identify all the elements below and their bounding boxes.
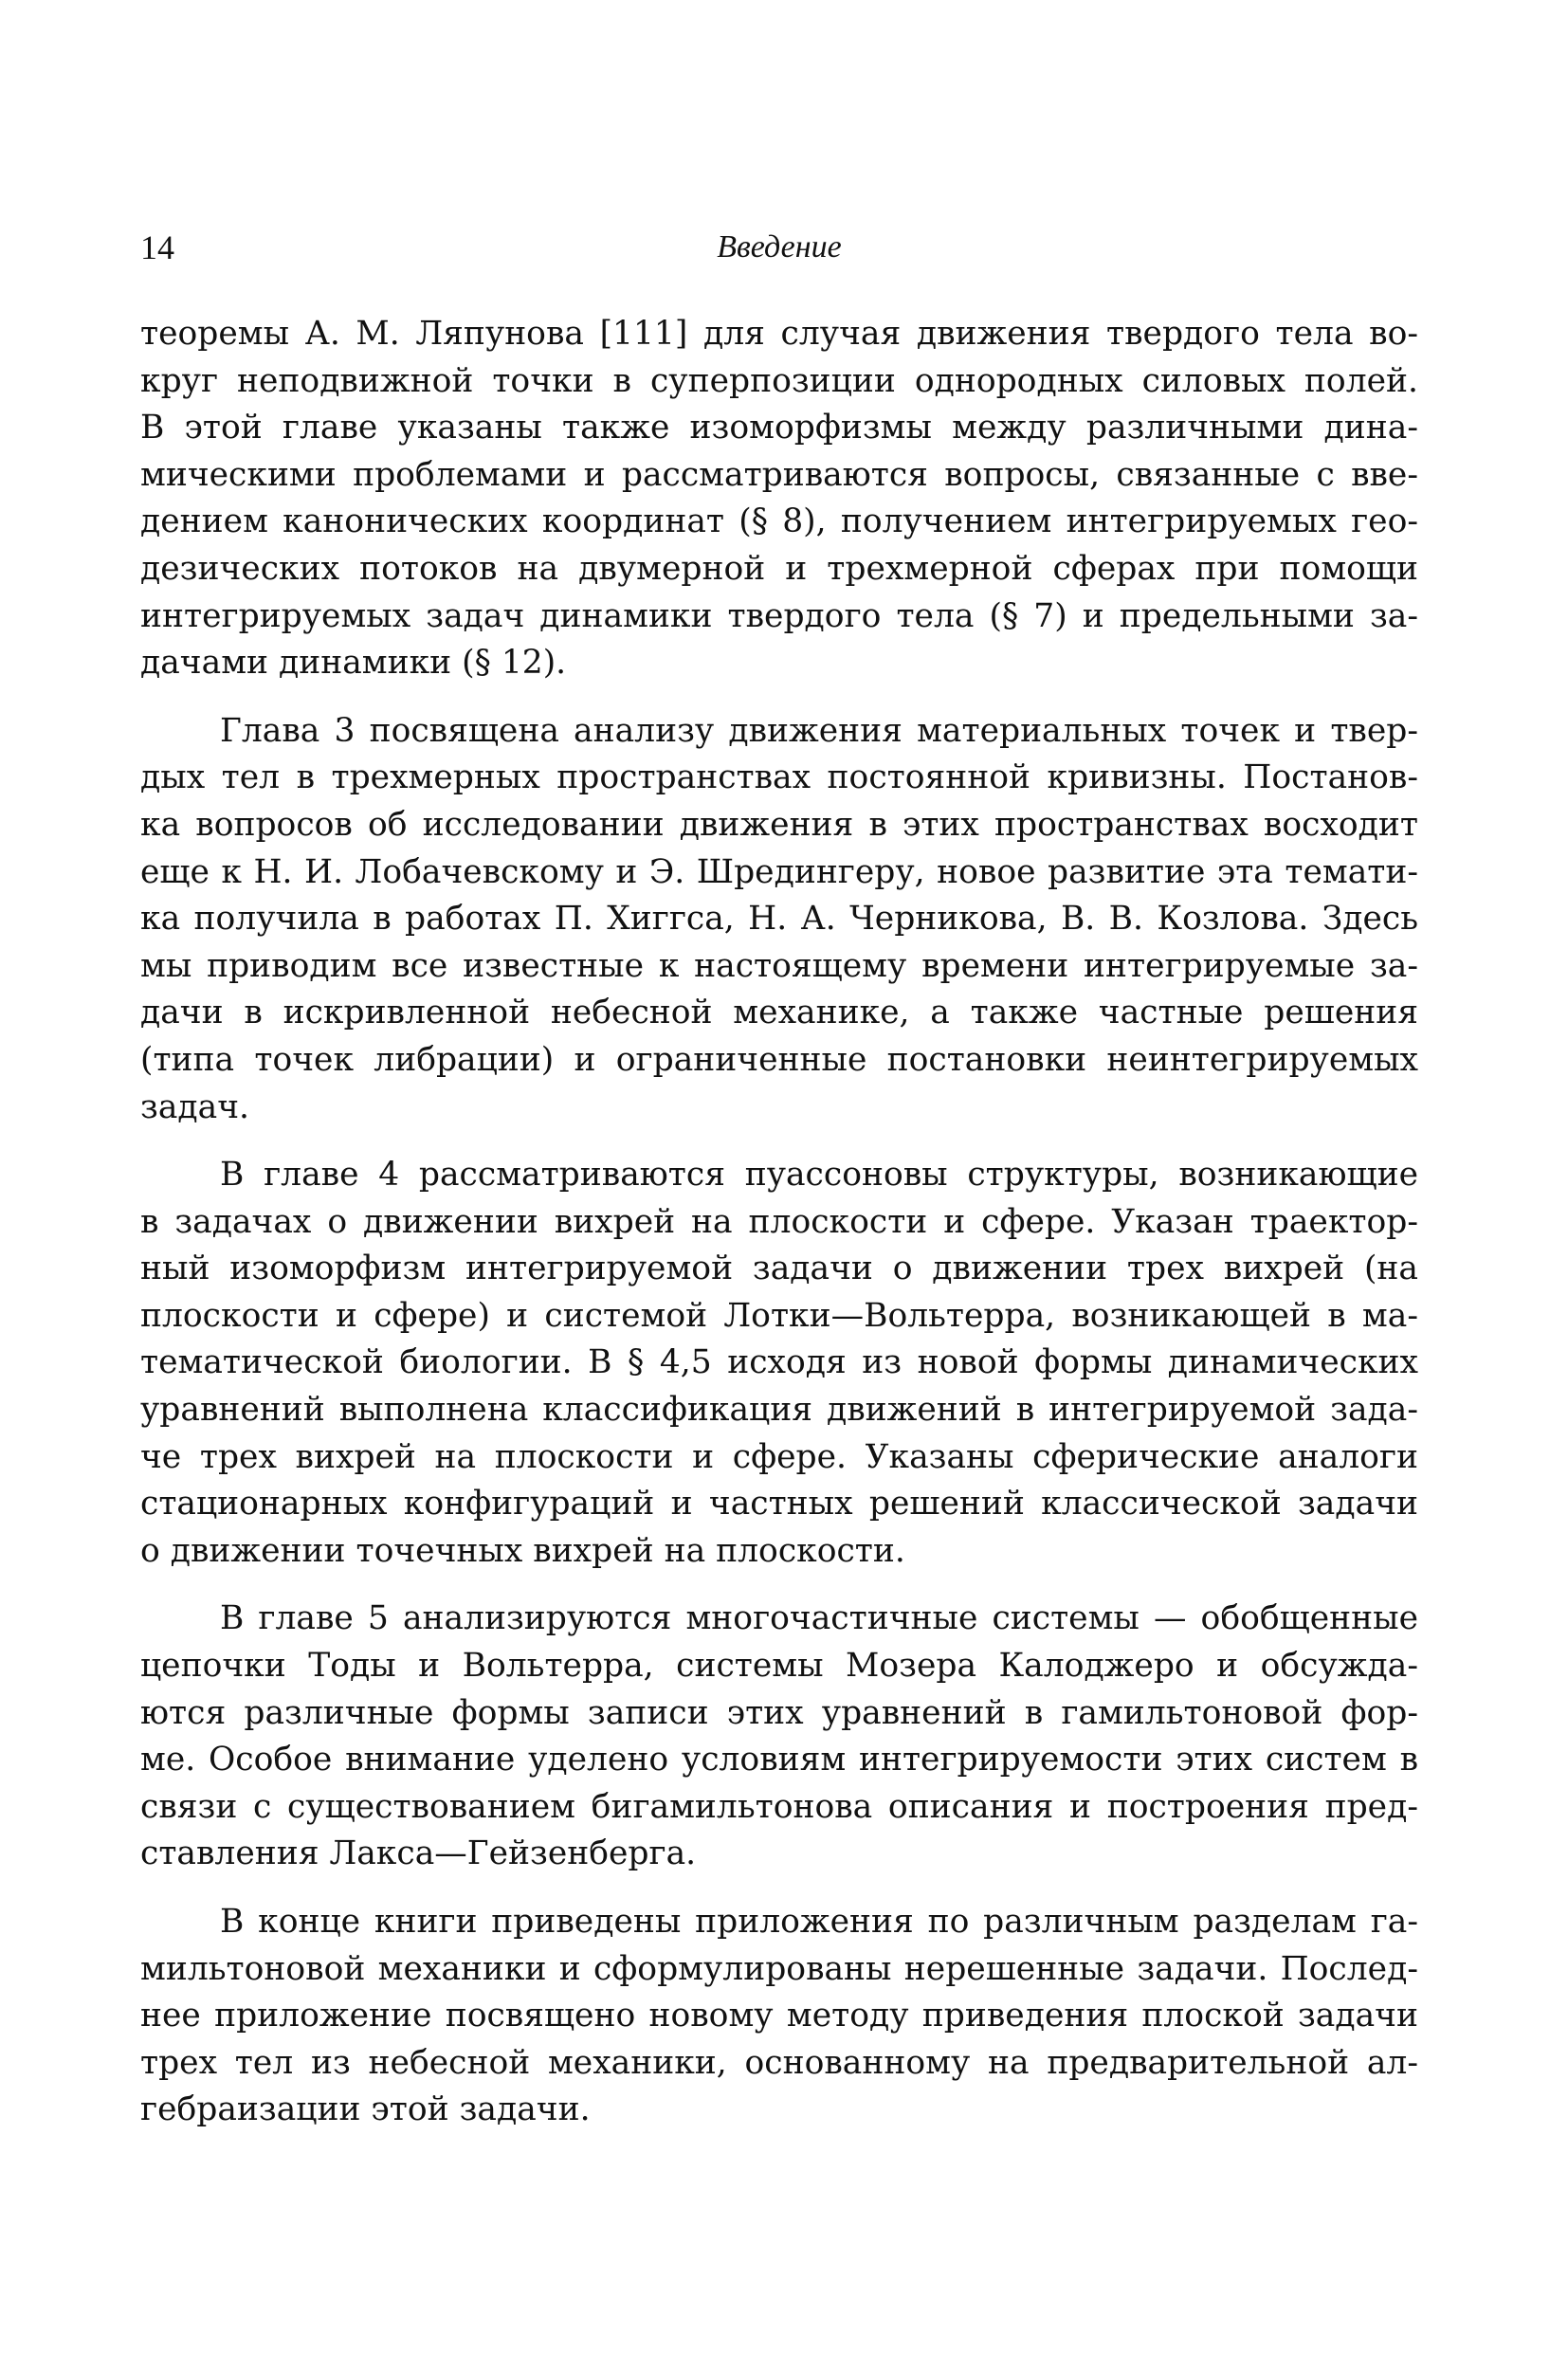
text-line: ются различные формы записи этих уравнений в гамильтоновой фор-	[140, 1693, 1418, 1732]
text-line: еще к Н. И. Лобачевскому и Э. Шредингеру, новое развитие эта темати-	[140, 852, 1418, 891]
text-line: дезических потоков на двумерной и трехмерной сферах при помощи	[140, 549, 1418, 588]
text-line: плоскости и сфере) и системой Лотки—Вольтерра, возникающей в ма-	[140, 1296, 1418, 1335]
text-line: теоремы А. М. Ляпунова [111] для случая движения твердого тела во-	[140, 315, 1418, 353]
paragraph	[140, 708, 1418, 1131]
text-line: тематической биологии. В § 4,5 исходя из новой формы динамических	[140, 1343, 1418, 1382]
text-line: Глава 3 посвящена анализу движения материальных точек и твер-	[220, 711, 1418, 750]
text-line: гебраизации этой задачи.	[140, 2090, 591, 2129]
text-line: ставления Лакса—Гейзенберга.	[140, 1834, 697, 1873]
section-title: Введение	[717, 229, 842, 265]
text-line: трех тел из небесной механики, основанному на предварительной ал-	[140, 2043, 1418, 2082]
text-line: круг неподвижной точки в суперпозиции однородных силовых полей.	[140, 361, 1418, 400]
text-line: мы приводим все известные к настоящему времени интегрируемые за-	[140, 946, 1418, 985]
paragraph	[140, 311, 1418, 687]
paragraph	[140, 1152, 1418, 1575]
text-line: дачами динамики (§ 12).	[140, 644, 567, 683]
running-head	[140, 224, 1418, 281]
paragraph	[140, 1899, 1418, 2134]
text-line: в задачах о движении вихрей на плоскости и сфере. Указан траектор-	[140, 1202, 1418, 1241]
text-line: цепочки Тоды и Вольтерра, системы Мозера Калоджеро и обсужда-	[140, 1647, 1418, 1686]
text-line: (типа точек либрации) и ограниченные постановки неинтегрируемых	[140, 1040, 1418, 1079]
text-line: В этой главе указаны также изоморфизмы между различными дина-	[140, 409, 1418, 447]
text-line: дых тел в трехмерных пространствах постоянной кривизны. Постанов-	[140, 758, 1418, 797]
text-line: дачи в искривленной небесной механике, а также частные решения	[140, 994, 1418, 1032]
text-line: интегрируемых задач динамики твердого тела (§ 7) и предельными за-	[140, 596, 1418, 635]
text-line: нее приложение посвящено новому методу приведения плоской задачи	[140, 1997, 1418, 2035]
text-line: связи с существованием бигамильтонова описания и построения пред-	[140, 1787, 1418, 1826]
text-line: ме. Особое внимание уделено условиям интегрируемости этих систем в	[140, 1741, 1418, 1779]
text-line: мильтоновой механики и сформулированы нерешенные задачи. Послед-	[140, 1949, 1418, 1988]
text-line: че трех вихрей на плоскости и сфере. Указаны сферические аналоги	[140, 1437, 1418, 1476]
body-text	[140, 311, 1418, 2155]
text-line: В главе 4 рассматриваются пуассоновы структуры, возникающие	[220, 1156, 1418, 1195]
text-line: В главе 5 анализируются многочастичные системы — обобщенные	[220, 1599, 1418, 1638]
text-line: В конце книги приведены приложения по различным разделам га-	[220, 1903, 1418, 1941]
text-line: ный изоморфизм интегрируемой задачи о движении трех вихрей (на	[140, 1250, 1418, 1288]
text-line: мическими проблемами и рассматриваются вопросы, связанные с вве-	[140, 455, 1418, 494]
text-line: ка вопросов об исследовании движения в этих пространствах восходит	[140, 805, 1418, 844]
text-line: уравнений выполнена классификация движений в интегрируемой зада-	[140, 1391, 1418, 1430]
text-line: о движении точечных вихрей на плоскости.	[140, 1531, 905, 1570]
text-line: ка получила в работах П. Хиггса, Н. А. Черникова, В. В. Козлова. Здесь	[140, 900, 1418, 939]
text-line: дением канонических координат (§ 8), получением интегрируемых гео-	[140, 502, 1418, 541]
page-number: 14	[140, 228, 174, 266]
paragraph	[140, 1596, 1418, 1878]
text-line: стационарных конфигураций и частных решений классической задачи	[140, 1485, 1418, 1524]
book-page	[140, 0, 1418, 2354]
text-line: задач.	[140, 1087, 249, 1126]
